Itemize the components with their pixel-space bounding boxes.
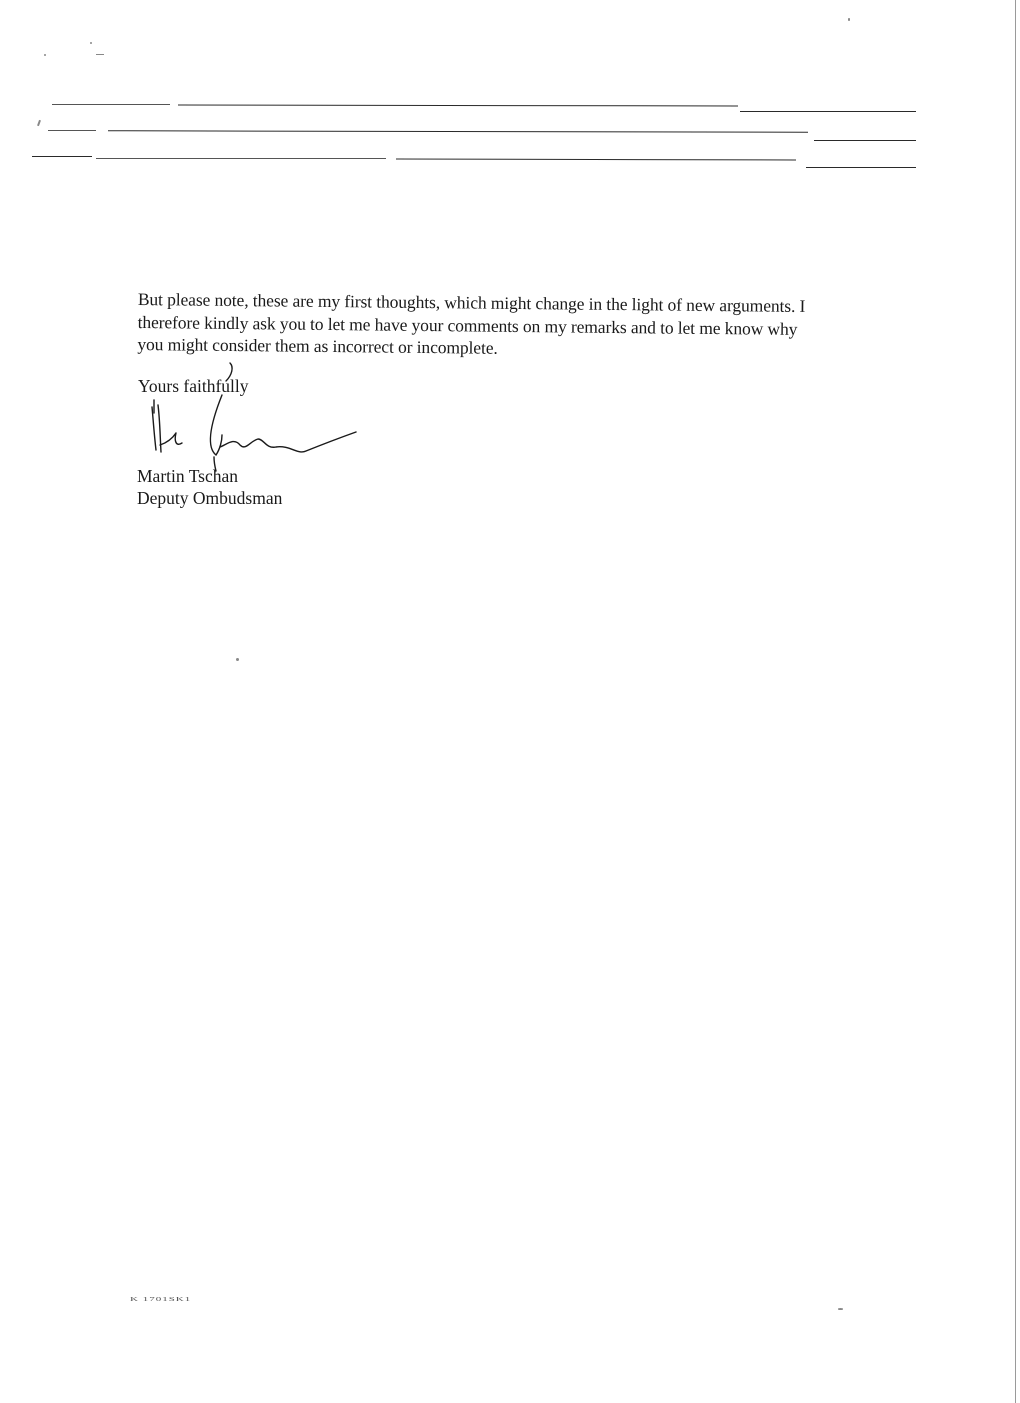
scan-speck bbox=[44, 54, 46, 56]
signatory-name: Martin Tschan bbox=[137, 466, 239, 486]
body-line-1: But please note, these are my first thoughts, which might change in the light of new arguments. I bbox=[137, 288, 806, 316]
scan-speck bbox=[37, 120, 41, 126]
letter-body bbox=[137, 288, 878, 363]
body-line-3: you might consider them as incorrect or incomplete. bbox=[137, 333, 498, 358]
scan-speck bbox=[236, 658, 239, 661]
scan-speck bbox=[838, 1308, 843, 1310]
handwritten-signature bbox=[130, 355, 370, 475]
closing-salutation: Yours faithfully bbox=[138, 376, 249, 396]
footer-reference: K 1701SK1 bbox=[130, 1296, 192, 1303]
scan-speck bbox=[90, 42, 92, 44]
scan-speck bbox=[848, 18, 850, 21]
signatory-title: Deputy Ombudsman bbox=[137, 488, 283, 508]
body-line-2: therefore kindly ask you to let me have your comments on my remarks and to let me know why bbox=[137, 311, 798, 339]
scan-speck bbox=[96, 54, 104, 55]
scan-edge-line bbox=[1015, 0, 1016, 1403]
